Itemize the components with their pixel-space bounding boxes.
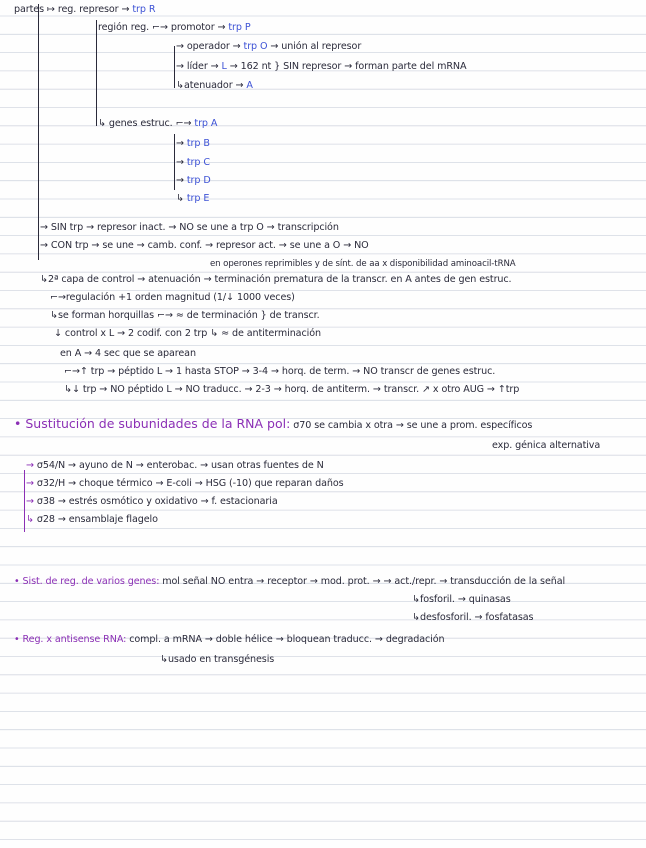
- note-line: ⌐→regulación +1 orden magnitud (1/↓ 1000 veces): [50, 292, 295, 303]
- note-line: → operador → trp O → unión al represor: [176, 41, 362, 52]
- note-line: → σ38 → estrés osmótico y oxidativo → f. estacionaria: [26, 496, 278, 507]
- note-line: ↳desfosforil. → fosfatasas: [412, 612, 534, 623]
- note-line: ↳↓ trp → NO péptido L → NO traducc. → 2-3 → horq. de antiterm. → transcr. ↗ x otro AUG → ↑trp: [64, 384, 520, 395]
- note-line: → líder → L → 162 nt } SIN represor → forman parte del mRNA: [176, 61, 467, 72]
- note-line: ↳2ª capa de control → atenuación → terminación prematura de la transcr. en A antes de gen estruc.: [40, 274, 512, 285]
- note-line: → σ54/N → ayuno de N → enterobac. → usan otras fuentes de N: [26, 460, 324, 471]
- bracket-line: [96, 20, 97, 126]
- note-line: en operones reprimibles y de sínt. de aa x disponibilidad aminoacil-tRNA: [210, 259, 516, 269]
- note-heading: • Sustitución de subunidades de la RNA pol: σ70 se cambia x otra → se une a prom. específicos: [14, 416, 533, 431]
- note-heading: • Reg. x antisense RNA: compl. a mRNA → doble hélice → bloquean traducc. → degradación: [14, 634, 445, 645]
- note-line: ↳se forman horquillas ⌐→ ≈ de terminación } de transcr.: [50, 310, 320, 321]
- note-heading: • Sist. de reg. de varios genes: mol señal NO entra → receptor → mod. prot. → → act./repr. → transducción de la señal: [14, 576, 566, 587]
- note-line: → σ32/H → choque térmico → E-coli → HSG (-10) que reparan daños: [26, 478, 344, 489]
- note-line: región reg. ⌐→ promotor → trp P: [98, 22, 251, 33]
- note-line: partes ↦ reg. represor → trp R: [14, 4, 156, 15]
- bracket-line: [174, 46, 175, 88]
- note-line: → CON trp → se une → camb. conf. → represor act. → se une a O → NO: [40, 240, 369, 251]
- note-line: → SIN trp → represor inact. → NO se une a trp O → transcripción: [40, 222, 339, 233]
- note-line: → trp B: [176, 138, 210, 149]
- note-line: en A → 4 sec que se aparean: [60, 348, 196, 359]
- bracket-line: [174, 134, 175, 190]
- note-line: → trp C: [176, 157, 210, 168]
- bracket-line: [38, 4, 39, 260]
- note-line: ↳ genes estruc. ⌐→ trp A: [98, 118, 218, 129]
- note-line: ↳atenuador → A: [176, 80, 253, 91]
- note-line: ↳ trp E: [176, 193, 210, 204]
- note-line: ↳usado en transgénesis: [160, 654, 275, 665]
- note-line: ⌐→↑ trp → péptido L → 1 hasta STOP → 3-4 → horq. de term. → NO transcr de genes estruc.: [64, 366, 496, 377]
- note-line: ↳fosforil. → quinasas: [412, 594, 511, 605]
- note-line: → trp D: [176, 175, 211, 186]
- note-line: ↓ control x L → 2 codif. con 2 trp ↳ ≈ de antiterminación: [54, 328, 321, 339]
- bracket-line: [24, 470, 25, 532]
- note-line: exp. génica alternativa: [492, 440, 601, 451]
- note-line: ↳ σ28 → ensamblaje flagelo: [26, 514, 158, 525]
